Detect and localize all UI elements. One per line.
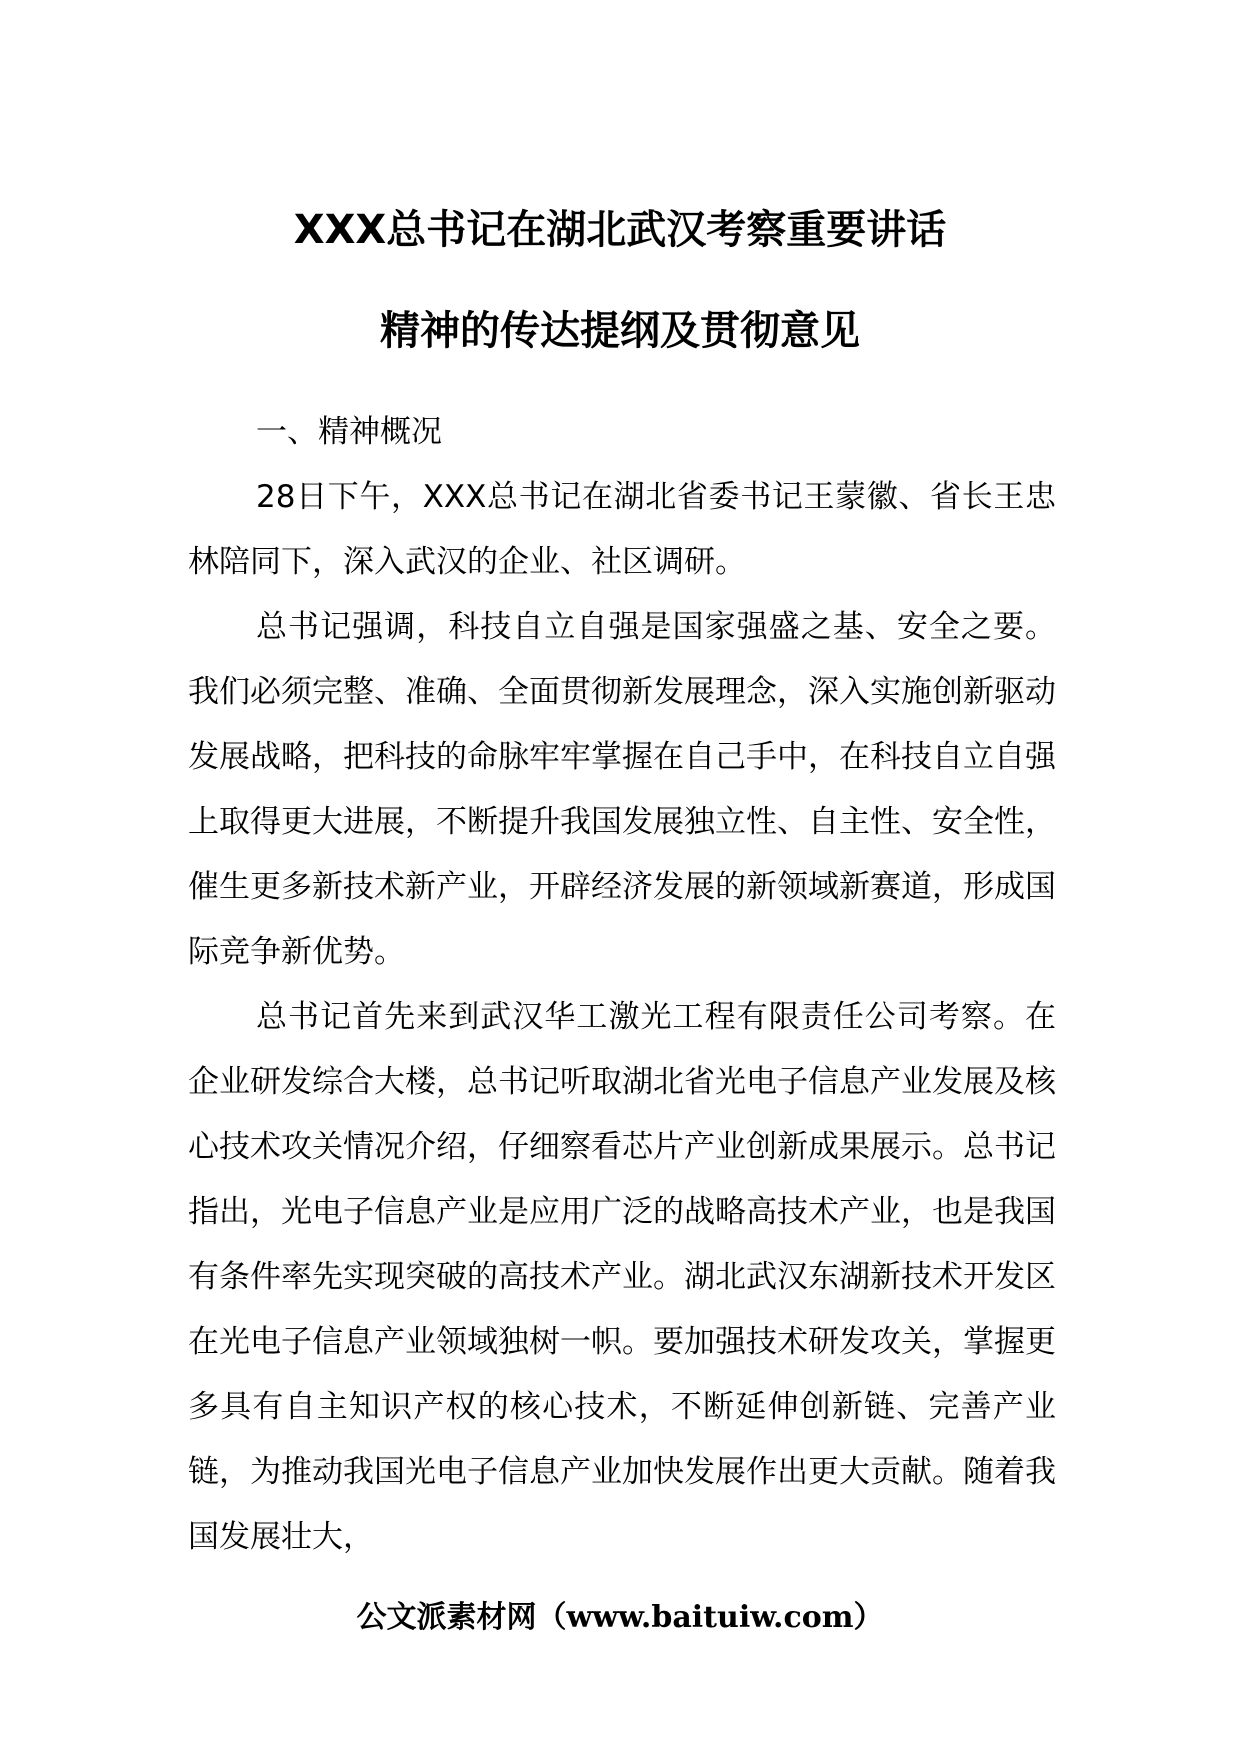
document-title-line-2: 精神的传达提纲及贯彻意见 bbox=[380, 308, 860, 354]
document-title-line-1: XXX总书记在湖北武汉考察重要讲话 bbox=[293, 207, 947, 253]
document-body bbox=[188, 400, 1056, 1570]
paragraph-3: 总书记首先来到武汉华工激光工程有限责任公司考察。在企业研发综合大楼，总书记听取湖北省光电子信息产业发展及核心技术攻关情况介绍，仔细察看芯片产业创新成果展示。总书记指出，光电子信息产业是应用广泛的战略高技术产业，也是我国有条件率先实现突破的高技术产业。湖北武汉东湖新技术开发区在光电子信息产业领域独树一帜。要加强技术研发攻关，掌握更多具有自主知识产权的核心技术，不断延伸创新链、完善产业链，为推动我国光电子信息产业加快发展作出更大贡献。随着我国发展壮大， bbox=[188, 999, 1056, 1555]
footer-watermark: 公文派素材网（www.baituiw.com） bbox=[356, 1600, 884, 1635]
paragraph-2: 总书记强调，科技自立自强是国家强盛之基、安全之要。我们必须完整、准确、全面贯彻新发展理念，深入实施创新驱动发展战略，把科技的命脉牢牢掌握在自己手中，在科技自立自强上取得更大进展，不断提升我国发展独立性、自主性、安全性，催生更多新技术新产业，开辟经济发展的新领域新赛道，形成国际竞争新优势。 bbox=[188, 609, 1056, 970]
section-heading: 一、精神概况 bbox=[256, 414, 442, 450]
paragraph-1: 28日下午，XXX总书记在湖北省委书记王蒙徽、省长王忠林陪同下，深入武汉的企业、社区调研。 bbox=[188, 479, 1056, 580]
